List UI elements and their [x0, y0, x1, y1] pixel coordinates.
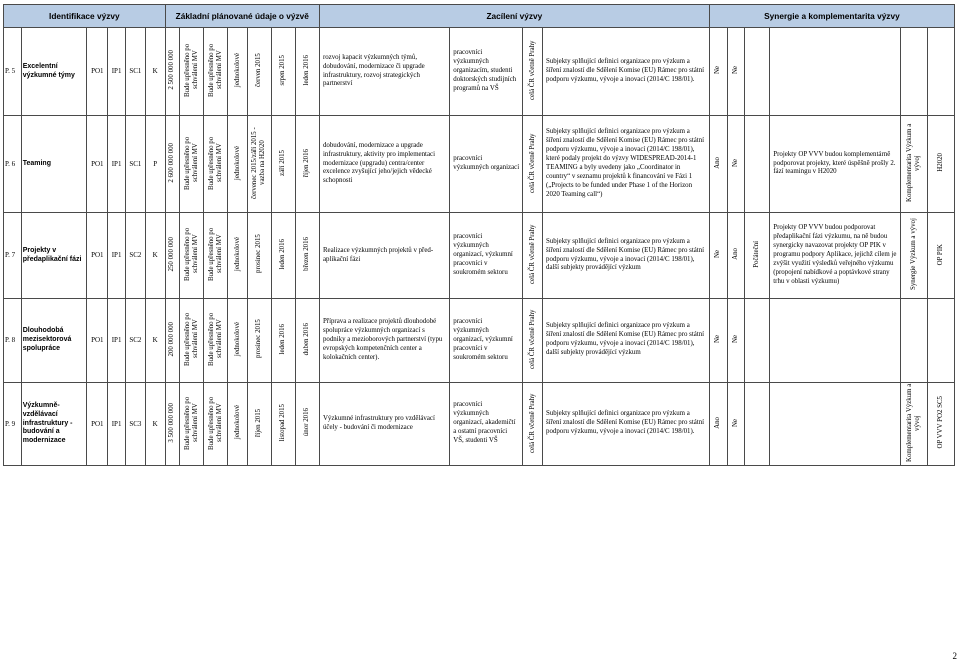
synergy-flag-1-cell [709, 28, 727, 116]
synergy-flag-2: Ne [731, 418, 739, 427]
announcement-date-cell [247, 28, 271, 116]
beneficiaries-cell [543, 382, 710, 466]
target-groups-cell [450, 213, 523, 299]
synergy-type: Synergie Výzkum a vývoj [909, 218, 917, 291]
call-type-cell [145, 382, 165, 466]
table-row [4, 213, 955, 299]
beneficiaries-cell [543, 28, 710, 116]
synergy-flag-1: Ano [714, 156, 722, 169]
call-type: K [152, 251, 158, 260]
specification-1-cell [180, 28, 204, 116]
investment-priority-cell [108, 382, 126, 466]
beneficiaries: Subjekty splňující definici organizace pro výzkum a šíření znalostí dle Sdělení Komise (EU) Rámec pro státní podporu výzkumu, vývoje a inovací (2014/C 198/01). [546, 410, 705, 436]
synergy-type: Komplementarita Výzkum a vývoj [905, 123, 921, 202]
call-name-cell [21, 28, 87, 116]
announcement-date: prosinec 2015 [255, 234, 263, 274]
round-type: jednokolové [233, 321, 241, 357]
row-id: P. 6 [5, 159, 16, 168]
round-type-cell [228, 28, 248, 116]
supported-activities: Realizace výzkumných projektů v před-aplikační fázi [322, 246, 434, 263]
synergy-phase-cell [745, 213, 770, 299]
specification-1: Bude upřesněno po schválení MV [183, 227, 199, 281]
synergy-flag-2-cell [727, 382, 745, 466]
round-type-cell [228, 299, 248, 383]
synergy-phase-cell [745, 299, 770, 383]
call-name-cell [21, 213, 87, 299]
synergy-programme: H2020 [936, 153, 944, 173]
priority-axis-cell [87, 299, 108, 383]
specific-objective-cell [125, 28, 145, 116]
synergy-description-cell [770, 299, 900, 383]
synergy-flag-2: Ano [731, 248, 739, 261]
specification-2: Bude upřesněno po schválení MV [207, 227, 223, 281]
row-id-cell [4, 28, 22, 116]
allocation-cell [165, 213, 180, 299]
territory: celá ČR včetně Prahy [528, 40, 536, 100]
specific-objective-cell [125, 299, 145, 383]
priority-axis: PO1 [91, 251, 104, 260]
synergy-flag-2: Ne [731, 66, 739, 75]
investment-priority-cell [108, 213, 126, 299]
header-targeting: Zacílení výzvy [319, 5, 709, 28]
beneficiaries-cell [543, 116, 710, 213]
call-type-cell [145, 213, 165, 299]
target-groups: pracovníci výzkumných organizací, výzkumní pracovníci v soukromém sektoru [453, 317, 513, 361]
synergy-description: Projekty OP VVV budou podporovat předaplikační fázi výzkumu, na ně budou synergicky navazovat projekty OP PIK v programu podpory Aplikace, jejichž cílem je zvýšit využití výsledků veřejného výzkumu (propojení nabídkové a poptávkové strany trhu v oblasti výzkumu) [773, 224, 897, 285]
synergy-flag-1-cell [709, 299, 727, 383]
priority-axis-cell [87, 213, 108, 299]
specification-1: Bude upřesněno po schválení MV [183, 395, 199, 450]
synergy-phase: Počáteční [753, 240, 761, 268]
call-type-cell [145, 116, 165, 213]
synergy-programme-cell [927, 382, 954, 466]
specification-1-cell [180, 213, 204, 299]
supported-activities-cell [319, 28, 449, 116]
allocation: 200 000 000 [168, 321, 176, 357]
specification-1: Bude upřesněno po schválení MV [183, 312, 199, 366]
synergy-flag-1: Ne [714, 250, 722, 259]
synergy-flag-2-cell [727, 213, 745, 299]
synergy-flag-2-cell [727, 299, 745, 383]
synergy-phase-cell [745, 116, 770, 213]
announcement-date: červenec 2015/září 2015 - vazba na H2020 [251, 126, 267, 199]
supported-activities-cell [319, 116, 449, 213]
synergy-flag-1-cell [709, 116, 727, 213]
announcement-date: červen 2015 [255, 53, 263, 88]
announcement-date-cell [247, 382, 271, 466]
synergy-flag-1: Ne [714, 334, 722, 344]
opening-date: leden 2016 [279, 239, 287, 270]
call-type: K [152, 419, 158, 428]
territory-cell [523, 299, 543, 383]
synergy-type-cell [900, 213, 927, 299]
closing-date-cell [295, 382, 319, 466]
closing-date-cell [295, 213, 319, 299]
row-id-cell [4, 382, 22, 466]
page-number: 2 [952, 651, 957, 659]
specification-2: Bude upřesněno po schválení MV [207, 312, 223, 366]
call-name-cell [21, 382, 87, 466]
call-name: Dlouhodobá mezisektorová spolupráce [22, 327, 72, 352]
specific-objective-cell [125, 382, 145, 466]
call-name-cell [21, 299, 87, 383]
territory-cell [523, 116, 543, 213]
synergy-type: Komplementarita Výzkum a vývoj [905, 383, 921, 462]
synergy-type-cell [900, 299, 927, 383]
supported-activities: rozvoj kapacit výzkumných týmů, dobudování, modernizace či upgrade infrastruktury, rozvoj strategických partnerství [322, 53, 425, 88]
closing-date: březen 2016 [303, 237, 311, 272]
synergy-programme-cell [927, 299, 954, 383]
table-row [4, 28, 955, 116]
closing-date: říjen 2016 [303, 148, 311, 177]
synergy-description-cell [770, 382, 900, 466]
supported-activities: dobudování, modernizace a upgrade infrastruktury, aktivity pro implementaci modernizace (upgradu) centra/center excelence zvyšující jeho/jejich vědecké schopnosti [322, 141, 436, 185]
specification-2-cell [204, 213, 228, 299]
calls-table [3, 4, 955, 466]
synergy-description-cell [770, 213, 900, 299]
investment-priority-cell [108, 28, 126, 116]
specification-1: Bude upřesněno po schválení MV [183, 43, 199, 97]
specification-2-cell [204, 116, 228, 213]
specific-objective: SC1 [129, 159, 142, 168]
synergy-description-cell [770, 28, 900, 116]
priority-axis: PO1 [91, 67, 104, 76]
beneficiaries-cell [543, 299, 710, 383]
synergy-flag-2: Ne [731, 334, 739, 344]
synergy-flag-1: Ne [714, 66, 722, 75]
specification-1-cell [180, 116, 204, 213]
priority-axis: PO1 [91, 419, 104, 428]
row-id: P. 9 [5, 419, 16, 428]
closing-date-cell [295, 116, 319, 213]
announcement-date-cell [247, 116, 271, 213]
call-name: Teaming [22, 159, 51, 167]
specific-objective: SC1 [129, 67, 142, 76]
synergy-flag-2-cell [727, 28, 745, 116]
header-identification: Identifikace výzvy [4, 5, 166, 28]
synergy-phase-cell [745, 28, 770, 116]
allocation-cell [165, 28, 180, 116]
header-synergy: Synergie a komplementarita výzvy [709, 5, 954, 28]
supported-activities: Příprava a realizace projektů dlouhodobé spolupráce výzkumných organizací s podniky a mezioborových partnerství (typu evropských kompetenčních center a kolokačních center). [322, 317, 443, 361]
header-planned: Základní plánované údaje o výzvě [165, 5, 319, 28]
territory-cell [523, 213, 543, 299]
specification-2: Bude upřesněno po schválení MV [207, 136, 223, 190]
allocation: 250 000 000 [168, 237, 176, 272]
announcement-date: prosinec 2015 [255, 319, 263, 359]
round-type: jednokolové [233, 53, 241, 88]
opening-date-cell [271, 116, 295, 213]
investment-priority: IP1 [111, 159, 122, 168]
table-row [4, 382, 955, 466]
allocation: 3 500 000 000 [168, 402, 176, 443]
call-name: Excelentní výzkumné týmy [22, 62, 75, 79]
table-row [4, 116, 955, 213]
territory-cell [523, 382, 543, 466]
row-id: P. 5 [5, 67, 16, 76]
call-name: Projekty v předaplikační fázi [22, 246, 82, 263]
synergy-type-cell [900, 116, 927, 213]
supported-activities-cell [319, 382, 449, 466]
synergy-programme-cell [927, 213, 954, 299]
row-id: P. 7 [5, 251, 16, 260]
target-groups-cell [450, 116, 523, 213]
target-groups-cell [450, 28, 523, 116]
closing-date-cell [295, 299, 319, 383]
target-groups: pracovníci výzkumných organizací, výzkumní pracovníci v soukromém sektoru [453, 233, 513, 276]
announcement-date: říjen 2015 [255, 408, 263, 437]
investment-priority: IP1 [111, 419, 122, 428]
call-type: K [152, 336, 158, 344]
opening-date-cell [271, 213, 295, 299]
synergy-programme-cell [927, 28, 954, 116]
priority-axis-cell [87, 382, 108, 466]
priority-axis-cell [87, 116, 108, 213]
specific-objective-cell [125, 213, 145, 299]
row-id-cell [4, 116, 22, 213]
priority-axis: PO1 [91, 159, 104, 168]
beneficiaries: Subjekty splňující definici organizace pro výzkum a šíření znalostí dle Sdělení Komise (EU) Rámec pro státní podporu výzkumu, vývoje a inovací (2014/C 198/01). [546, 58, 705, 83]
synergy-flag-1-cell [709, 213, 727, 299]
beneficiaries: Subjekty splňující definici organizace pro výzkum a šíření znalostí dle Sdělení Komise (EU) Rámec pro státní podporu výzkumu, vývoje a inovací (2014/C 198/01), které podaly projekt do výzvy WIDESPREAD-2014-1 TEAMING a byly uvedeny jako „Coordinator in country“ v seznamu projektů k financování ve Fázi 1 („Projects to be funded under Phase 1 of the Horizon 2020 Teaming call“) [546, 128, 705, 198]
beneficiaries: Subjekty splňující definici organizace pro výzkum a šíření znalostí dle Sdělení Komise (EU) Rámec pro státní podporu výzkumu, vývoje a inovací (2014/C 198/01), další subjekty provádějící výzkum [546, 322, 705, 357]
call-type: K [152, 67, 158, 76]
target-groups: pracovníci výzkumných organizacím, studenti doktorských studijních programů na VŠ [453, 49, 517, 92]
closing-date-cell [295, 28, 319, 116]
closing-date: duben 2016 [303, 322, 311, 356]
opening-date-cell [271, 28, 295, 116]
synergy-flag-2-cell [727, 116, 745, 213]
specific-objective: SC3 [129, 419, 142, 428]
target-groups-cell [450, 299, 523, 383]
target-groups-cell [450, 382, 523, 466]
investment-priority-cell [108, 116, 126, 213]
synergy-programme: OP PIK [936, 243, 944, 265]
row-id-cell [4, 299, 22, 383]
investment-priority: IP1 [111, 336, 122, 344]
supported-activities: Výzkumné infrastruktury pro vzdělávací účely - budování či modernizace [322, 414, 435, 431]
synergy-flag-1-cell [709, 382, 727, 466]
opening-date: listopad 2015 [279, 403, 287, 442]
territory: celá ČR včetně Prahy [528, 132, 536, 193]
announcement-date-cell [247, 213, 271, 299]
call-type: P [153, 159, 158, 168]
territory: celá ČR včetně Prahy [528, 392, 536, 453]
synergy-flag-2: Ne [731, 158, 739, 167]
allocation-cell [165, 382, 180, 466]
specification-2-cell [204, 28, 228, 116]
priority-axis-cell [87, 28, 108, 116]
specification-1-cell [180, 299, 204, 383]
opening-date: leden 2016 [279, 323, 287, 355]
call-type-cell [145, 28, 165, 116]
row-id: P. 8 [5, 336, 16, 344]
supported-activities-cell [319, 299, 449, 383]
opening-date: září 2015 [279, 149, 287, 176]
closing-date: únor 2016 [303, 408, 311, 437]
row-id-cell [4, 213, 22, 299]
round-type: jednokolové [233, 237, 241, 272]
beneficiaries-cell [543, 213, 710, 299]
synergy-type-cell [900, 28, 927, 116]
opening-date: srpen 2015 [279, 55, 287, 86]
target-groups: pracovníci výzkumných organizací, akademičtí a ostatní pracovníci VŠ, studenti VŠ [453, 401, 516, 445]
allocation-cell [165, 299, 180, 383]
synergy-programme-cell [927, 116, 954, 213]
specification-2: Bude upřesněno po schválení MV [207, 395, 223, 450]
synergy-programme: OP VVV PO2 SC5 [936, 396, 944, 449]
call-type-cell [145, 299, 165, 383]
round-type: jednokolové [233, 145, 241, 180]
specific-objective: SC2 [129, 251, 142, 260]
round-type: jednokolové [233, 405, 241, 440]
synergy-flag-1: Ano [714, 416, 722, 429]
announcement-date-cell [247, 299, 271, 383]
territory: celá ČR včetně Prahy [528, 309, 536, 369]
synergy-description: Projekty OP VVV budou komplementárně podporovat projekty, které úspěšně prošly 2. fází teamingu v H2020 [773, 150, 896, 176]
table-row [4, 299, 955, 383]
beneficiaries: Subjekty splňující definici organizace pro výzkum a šíření znalostí dle Sdělení Komise (EU) Rámec pro státní podporu výzkumu, vývoje a inovací (2014/C 198/01), další subjekty provádějící výzkum [546, 237, 705, 272]
investment-priority-cell [108, 299, 126, 383]
allocation-cell [165, 116, 180, 213]
round-type-cell [228, 213, 248, 299]
closing-date: leden 2016 [303, 55, 311, 86]
investment-priority: IP1 [111, 251, 122, 260]
header-row [4, 5, 955, 28]
document-page [3, 4, 955, 466]
synergy-phase-cell [745, 382, 770, 466]
target-groups: pracovníci výzkumných organizací [453, 155, 520, 171]
allocation: 2 600 000 000 [168, 142, 176, 183]
round-type-cell [228, 116, 248, 213]
priority-axis: PO1 [91, 336, 104, 344]
allocation: 2 500 000 000 [168, 50, 176, 91]
specification-1-cell [180, 382, 204, 466]
opening-date-cell [271, 382, 295, 466]
opening-date-cell [271, 299, 295, 383]
specification-1: Bude upřesněno po schválení MV [183, 136, 199, 190]
specific-objective: SC2 [129, 336, 142, 344]
specification-2: Bude upřesněno po schválení MV [207, 43, 223, 97]
specific-objective-cell [125, 116, 145, 213]
investment-priority: IP1 [111, 67, 122, 76]
synergy-type-cell [900, 382, 927, 466]
specification-2-cell [204, 299, 228, 383]
specification-2-cell [204, 382, 228, 466]
call-name-cell [21, 116, 87, 213]
call-name: Výzkumně-vzdělávací infrastruktury - budování a modernizace [22, 402, 73, 444]
synergy-description-cell [770, 116, 900, 213]
supported-activities-cell [319, 213, 449, 299]
round-type-cell [228, 382, 248, 466]
territory-cell [523, 28, 543, 116]
territory: celá ČR včetně Prahy [528, 224, 536, 284]
